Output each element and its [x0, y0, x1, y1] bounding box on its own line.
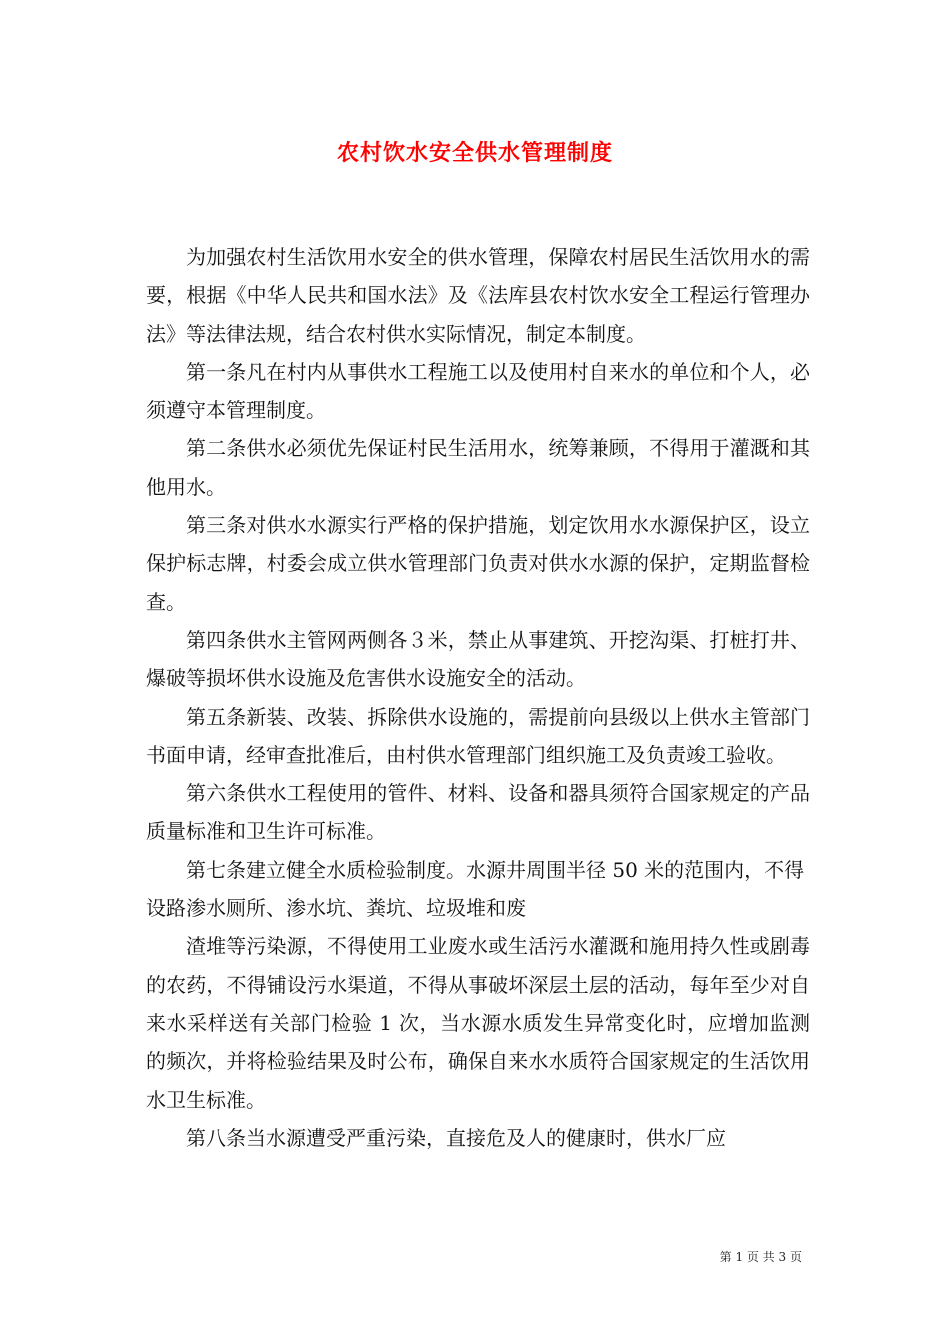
paragraph-intro: 为加强农村生活饮用水安全的供水管理，保障农村居民生活饮用水的需要，根据《中华人民共和国水法》及《法库县农村饮水安全工程运行管理办法》等法律法规，结合农村供水实际情况，制定本制度。 — [146, 245, 810, 346]
paragraph-article-5: 第五条新装、改装、拆除供水设施的，需提前向县级以上供水主管部门书面申请，经审查批准后，由村供水管理部门组织施工及负责竣工验收。 — [146, 704, 810, 767]
paragraph-article-8: 第八条当水源遭受严重污染，直接危及人的健康时，供水厂应 — [186, 1125, 726, 1150]
paragraph-article-7-continued: 渣堆等污染源，不得使用工业废水或生活污水灌溉和施用持久性或剧毒的农药，不得铺设污水渠道，不得从事破坏深层土层的活动，每年至少对自来水采样送有关部门检验 1 次，当水源水质发生异常变化时，应增加监测的频次，并将检验结果及时公布，确保自来水水质符合国家规定的生活饮用水卫生标准。 — [146, 934, 810, 1112]
page-number-footer: 第 1 页 共 3 页 — [719, 1250, 802, 1264]
paragraph-article-4: 第四条供水主管网两侧各３米，禁止从事建筑、开挖沟渠、打桩打井、爆破等损坏供水设施及危害供水设施安全的活动。 — [146, 627, 810, 691]
page-title: 农村饮水安全供水管理制度 — [336, 140, 613, 166]
document-body — [146, 238, 810, 1157]
paragraph-article-2: 第二条供水必须优先保证村民生活用水，统筹兼顾，不得用于灌溉和其他用水。 — [146, 436, 810, 499]
paragraph-article-1: 第一条凡在村内从事供水工程施工以及使用村自来水的单位和个人，必须遵守本管理制度。 — [146, 359, 810, 423]
paragraph-article-3: 第三条对供水水源实行严格的保护措施，划定饮用水水源保护区，设立保护标志牌，村委会成立供水管理部门负责对供水水源的保护，定期监督检查。 — [146, 513, 810, 614]
paragraph-article-7: 第七条建立健全水质检验制度。水源井周围半径 50 米的范围内，不得设路渗水厕所、渗水坑、粪坑、垃圾堆和废 — [146, 857, 805, 921]
paragraph-article-6: 第六条供水工程使用的管件、材料、设备和器具须符合国家规定的产品质量标准和卫生许可标准。 — [146, 781, 810, 844]
